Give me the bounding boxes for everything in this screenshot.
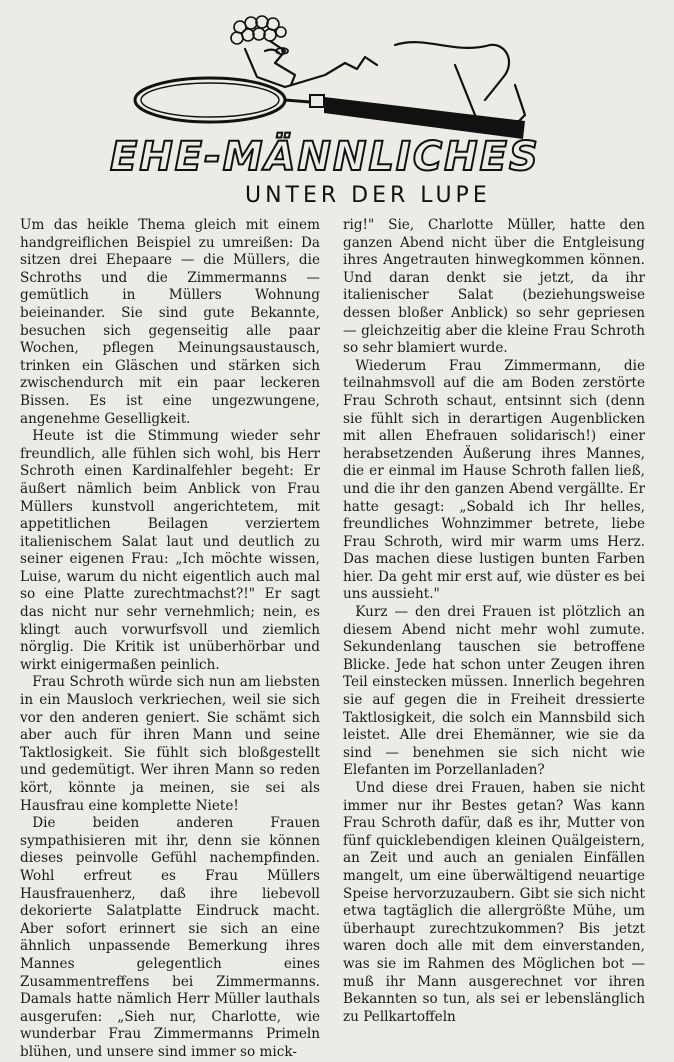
paragraph: Kurz — den drei Frauen ist plötzlich an diesem Abend nicht mehr wohl zumute. Sekundenlang tauschen sie betroffene Blicke. Jede hat schon unter Zeugen ihren Teil einstecken müssen. Innerlich begehren sie auf gegen die in Freiheit dressierte Taktlosigkeit, die solch ein Mannsbild sich leistet. Alle drei Ehemänner, wie sie da sind — benehmen sie sich nicht wie Elefanten im Porzellanladen? bbox=[343, 604, 645, 779]
paragraph: Frau Schroth würde sich nun am liebsten in ein Mausloch verkriechen, weil sie sich vor den anderen geniert. Sie schämt sich aber auch für ihren Mann und seine Taktlosigkeit. Sie fühlt sich bloßgestellt und gedemütigt. Wer ihren Mann so reden kört, könnte ja meinen, sie sei als Hausfrau eine komplette Niete! bbox=[20, 674, 320, 814]
paragraph: Wiederum Frau Zimmermann, die teilnahmsvoll auf die am Boden zerstörte Frau Schroth schaut, entsinnt sich (denn sie fühlt sich in derartigen Augenblicken mit allen Ehefrauen solidarisch!) einer herabsetzenden Äußerung ihres Mannes, die er einmal im Hause Schroth fallen ließ, und die ihr den ganzen Abend vergällte. Er hatte gesagt: „Sobald ich Ihr helles, freundliches Wohnzimmer betrete, liebe Frau Schroth, wird mir warm ums Herz. Das machen diese lustigen bunten Farben hier. Da geht mir erst auf, wie düster es bei uns aussieht." bbox=[343, 357, 645, 603]
header-illustration bbox=[95, 5, 565, 210]
paragraph: Die beiden anderen Frauen sympathisieren mit ihr, denn sie können dieses peinvolle Gefühl nachempfinden. Wohl erfreut es Frau Müllers Hausfrauenherz, daß ihre liebevoll dekorierte Salatplatte Eindruck macht. Aber sofort erinnert sie sich an eine ähnlich unpassende Bemerkung ihres Mannes gelegentlich eines Zusammentreffens bei Zimmermanns. Damals hatte nämlich Herr Müller lauthals ausgerufen: „Sieh nur, Charlotte, wie wunderbar Frau Zimmermanns Primeln blühen, und unsere sind immer so mick- bbox=[20, 815, 320, 1060]
curly-hair-icon bbox=[231, 16, 286, 44]
paragraph: rig!" Sie, Charlotte Müller, hatte den ganzen Abend nicht über die Entgleisung ihres Angetrauten hinwegkommen können. Und daran denkt sie jetzt, da ihr italienischer Salat (beziehungsweise dessen bloßer Anblick) so sehr gepriesen — gleichzeitig aber die kleine Frau Schroth so sehr blamiert wurde. bbox=[343, 217, 645, 357]
article-subtitle: UNTER DER LUPE bbox=[245, 183, 491, 208]
paragraph: Um das heikle Thema gleich mit einem handgreiflichen Beispiel zu umreißen: Da sitzen drei Ehepaare — die Müllers, die Schroths und die Zimmermanns — gemütlich in Müllers Wohnung beieinander. Sie sind gute Bekannte, besuchen sich gegenseitig alle paar Wochen, pflegen Meinungsaustausch, trinken ein Gläschen und stärken sich zwischendurch mit ein paar leckeren Bissen. Es ist eine ungezwungene, angenehme Geselligkeit. bbox=[20, 217, 320, 427]
text-column-right bbox=[343, 217, 645, 1025]
magnifying-glass-icon bbox=[135, 78, 525, 139]
paragraph: Heute ist die Stimmung wieder sehr freundlich, alle fühlen sich wohl, bis Herr Schroth einen Kardinalfehler begeht: Er äußert nämlich beim Anblick von Frau Müllers kunstvoll angerichtetem, mit appetitlichen Beilagen verziertem italienischem Salat laut und deutlich zu seiner eigenen Frau: „Ich möchte wissen, Luise, warum du nicht eigentlich auch mal so eine Platte zurechtmachst?!" Er sagt das nicht nur sehr vernehmlich; nein, es klingt auch vorwurfsvoll und ziemlich nörglig. Die Kritik ist unüberhörbar und wirkt einigermaßen peinlich. bbox=[20, 428, 320, 673]
paragraph: Und diese drei Frauen, haben sie nicht immer nur ihr Bestes getan? Was kann Frau Schroth dafür, daß es ihr, Mutter von fünf quicklebendigen kleinen Quälgeistern, an Zeit und auch an genialen Einfällen mangelt, um eine überwältigend neuartige Speise hervorzuzaubern. Gibt sie sich nicht etwa tagtäglich die allergrößte Mühe, um überhaupt zurechtzukommen? Bis jetzt waren doch alle mit dem einverstanden, was sie im Rahmen des Möglichen bot — muß ihr Mann ausgerechnet vor ihren Bekannten so tun, als sei er lebenslänglich zu Pellkartoffeln bbox=[343, 780, 645, 1025]
article-title: EHE-MÄNNLICHES bbox=[110, 134, 540, 180]
text-column-left bbox=[20, 217, 320, 1060]
